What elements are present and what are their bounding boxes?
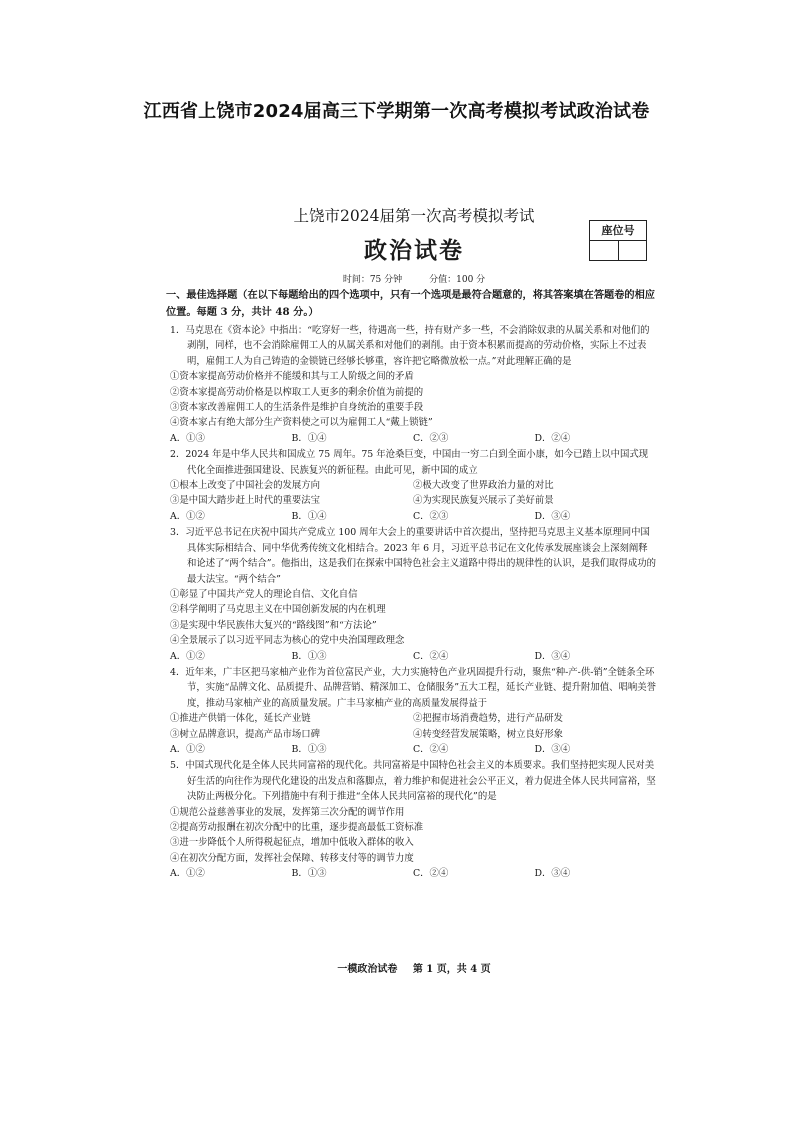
answer-choice-d: D．②④ [534, 432, 571, 444]
subject-title: 政治试卷 [364, 237, 464, 264]
statement-option: ②极大改变了世界政治力量的对比 [413, 480, 554, 492]
statement-option: ①规范公益慈善事业的发展，发挥第三次分配的调节作用 [170, 806, 405, 818]
question-stem: 5．中国式现代化是全体人民共同富裕的现代化。共同富裕是中国特色社会主义的本质要求。我们坚持把实现人民对美好生活的向往作为现代化建设的出发点和落脚点，着力维护和促进社会公平正义，着力促进全体人民共同富裕，坚决防止两极分化。下列措施中有利于推进“全体人民共同富裕的现代化”的是 [170, 760, 656, 803]
answer-choices [170, 866, 656, 881]
question-stem: 3．习近平总书记在庆祝中国共产党成立 100 周年大会上的重要讲话中首次提出，坚持把马克思主义基本原理同中国具体实际相结合、同中华优秀传统文化相结合。2023 年 6 月，习近平总书记在文化传承发展座谈会上深刻阐释和论述了“两个结合”。他指出，这是我们在探索中国特色社会主义道路中得出的规律性的认识，是我们取得成功的最大法宝。“两个结合” [170, 527, 656, 585]
statement-option: ④在初次分配方面，发挥社会保障、转移支付等的调节力度 [170, 852, 414, 864]
answer-choice-c: C．②④ [413, 650, 449, 662]
statement-option: ②提高劳动报酬在初次分配中的比重，逐步提高最低工资标准 [170, 822, 424, 833]
question-1 [170, 323, 656, 446]
answer-choice-b: B．①③ [291, 868, 327, 880]
statement-option: ④转变经营发展策略，树立良好形象 [413, 728, 564, 740]
section-heading: 一、最佳选择题（在以下每题给出的四个选项中，只有一个选项是最符合题意的，将其答案填在答题卷的相应位置。每题 3 分，共计 48 分。） [166, 289, 655, 318]
statement-option: ①推进产供销一体化，延长产业链 [170, 713, 311, 725]
statement-option: ③是中国大踏步赶上时代的重要法宝 [170, 495, 321, 507]
question-stem: 2．2024 年是中华人民共和国成立 75 周年。75 年沧桑巨变，中国由一穷二白到全面小康，如今已踏上以中国式现代化全面推进强国建设、民族复兴的新征程。由此可见，新中国的成立 [170, 449, 649, 476]
statement-option: ①根本上改变了中国社会的发展方向 [170, 480, 321, 492]
statement-option: ③树立品牌意识，提高产品市场口碑 [170, 728, 321, 740]
answer-choice-d: D．③④ [534, 510, 571, 522]
question-stem: 1．马克思在《资本论》中指出：“吃穿好一些，待遇高一些，持有财产多一些，不会消除奴隶的从属关系和对他们的剥削，同样，也不会消除雇佣工人的从属关系和对他们的剥削。由于资本积累而提高的劳动价格，实际上不过表明，雇佣工人为自己铸造的金锁链已经够长够重，容许把它略微放松一点。”对此理解正确的是 [170, 325, 650, 367]
answer-choice-b: B．①④ [291, 432, 327, 444]
answer-choice-c: C．②③ [413, 510, 449, 522]
statement-row [170, 493, 656, 508]
statement-option: ④全景展示了以习近平同志为核心的党中央治国理政理念 [170, 635, 405, 647]
scanned-exam-page [164, 196, 664, 986]
question-5 [170, 758, 656, 881]
statement-option: ①彰显了中国共产党人的理论自信、文化自信 [170, 588, 358, 600]
answer-choice-c: C．②④ [413, 743, 449, 755]
answer-choices [170, 742, 656, 757]
footer-exam-name: 一模政治试卷 [337, 964, 398, 975]
statement-option: ①资本家提高劳动价格并不能缓和其与工人阶级之间的矛盾 [170, 371, 414, 383]
question-3 [170, 525, 656, 664]
answer-choice-a: A．①② [170, 743, 205, 755]
answer-choice-d: D．③④ [534, 868, 571, 880]
time-and-score-info: 时间：75 分钟 分值：100 分 [342, 275, 486, 285]
question-list [170, 323, 656, 883]
statement-row [170, 711, 656, 726]
statement-option: ③进一步降低个人所得税起征点，增加中低收入群体的收入 [170, 837, 414, 849]
answer-choice-b: B．①③ [291, 650, 327, 662]
answer-choice-d: D．③④ [534, 743, 571, 755]
statement-option: ③是实现中华民族伟大复兴的“路线图”和“方法论” [170, 619, 377, 631]
page-footer [164, 960, 664, 975]
statement-option: ②科学阐明了马克思主义在中国创新发展的内在机理 [170, 604, 386, 616]
seat-number-cells [590, 241, 646, 261]
answer-choices [170, 649, 656, 664]
question-2 [170, 447, 656, 524]
answer-choice-b: B．①③ [291, 743, 327, 755]
statement-option: ③资本家改善雇佣工人的生活条件是维护自身统治的重要手段 [170, 402, 424, 414]
answer-choice-b: B．①④ [291, 510, 327, 522]
exam-title: 上饶市2024届第一次高考模拟考试 [293, 207, 535, 225]
statement-option: ②资本家提高劳动价格是以榨取工人更多的剩余价值为前提的 [170, 386, 424, 398]
answer-choices [170, 509, 656, 524]
question-stem: 4．近年来，广丰区把马家柚产业作为首位富民产业，大力实施特色产业巩固提升行动，聚焦“种-产-供-销”全链条全环节，实施“品牌文化、品质提升、品牌营销、精深加工、仓储服务”五大工程，延长产业链、提升附加值、唱响美誉度，推动马家柚产业的高质量发展。广丰马家柚产业的高质量发展得益于 [170, 666, 656, 709]
answer-choice-c: C．②③ [413, 432, 449, 444]
statement-option: ④资本家占有绝大部分生产资料使之可以为雇佣工人“戴上锁链” [170, 417, 433, 429]
statement-row [170, 478, 656, 493]
footer-page-number: 第 1 页，共 4 页 [412, 964, 491, 975]
seat-number-box [589, 220, 647, 261]
answer-choice-c: C．②④ [413, 868, 449, 880]
statement-row [170, 727, 656, 742]
statement-option: ②把握市场消费趋势，进行产品研发 [413, 713, 564, 725]
answer-choice-a: A．①③ [170, 432, 205, 444]
answer-choice-d: D．③④ [534, 650, 571, 662]
answer-choice-a: A．①② [170, 510, 205, 522]
question-4 [170, 665, 656, 757]
answer-choice-a: A．①② [170, 650, 205, 662]
answer-choices [170, 431, 656, 446]
answer-choice-a: A．①② [170, 868, 205, 880]
seat-number-label: 座位号 [590, 221, 646, 241]
document-title: 江西省上饶市2024届高三下学期第一次高考模拟考试政治试卷 [143, 101, 650, 122]
statement-option: ④为实现民族复兴展示了美好前景 [413, 495, 554, 507]
